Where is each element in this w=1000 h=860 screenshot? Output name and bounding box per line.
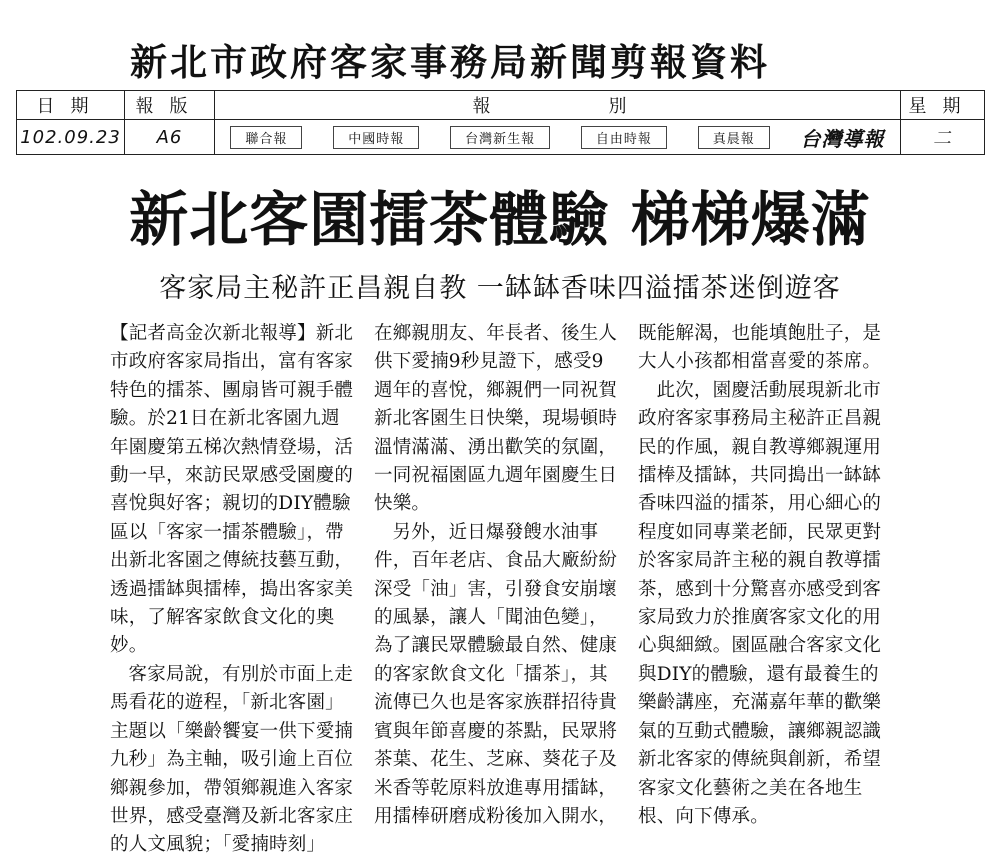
paragraph: 此次，園慶活動展現新北市政府客家事務局主秘許正昌親民的作風，親自教導鄉親運用擂棒及擂缽，共同搗出一缽缽香味四溢的擂茶，用心細心的程度如同專業老師，民眾更對於客家局許主秘的親自教導擂茶，感到十分驚喜亦感受到客家局致力於推廣客家文化的用心與細緻。園區融合客家文化與DIY的體驗，還有最養生的樂齡講座，充滿嘉年華的歡樂氣的互動式體驗，讓鄉親認識新北客家的傳統與創新，希望客家文化藝術之美在各地生根、向下傳承。 — [638, 379, 882, 827]
paper-option: 聯合報 — [230, 126, 302, 149]
paper-list-cell — [215, 120, 901, 155]
paragraph: 【記者高金次新北報導】新北市政府客家局指出，富有客家特色的擂茶、團扇皆可親手體驗。於21日在新北客園九週年園慶第五梯次熱情登場，活動一早，來訪民眾感受園慶的喜悅與好客；親切的DIY體驗區以「客家一擂茶體驗」，帶出新北客園之傳統技藝互動，透過擂缽與擂棒，搗出客家美味，了解客家飲食文化的奧妙。 — [110, 323, 354, 657]
paragraph: 既能解渴，也能填飽肚子，是大人小孩都相當喜愛的茶席。 — [638, 323, 882, 373]
selected-paper: 台灣導報 — [800, 126, 885, 151]
edition-header: 報版 — [125, 91, 215, 120]
page-title: 新北市政府客家事務局新聞剪報資料 — [130, 40, 770, 84]
article-column-1 — [110, 320, 354, 860]
weekday-header: 星期 — [901, 91, 985, 120]
paragraph: 客家局說，有別於市面上走馬看花的遊程，「新北客園」主題以「樂齡饗宴一供下愛揇九秒」為主軸，吸引逾上百位鄉親參加，帶領鄉親進入客家世界，感受臺灣及新北客家庄的人文風貌；「愛揇時刻」 — [110, 663, 354, 856]
article-headline: 新北客園擂茶體驗 梯梯爆滿 — [129, 185, 871, 254]
paragraph: 另外，近日爆發餿水油事件，百年老店、食品大廠紛紛深受「油」害，引發食安崩壞的風暴，讓人「聞油色變」，為了讓民眾體驗最自然、健康的客家飲食文化「擂茶」，其流傳已久也是客家族群招待貴賓與年節喜慶的茶點，民眾將茶葉、花生、芝麻、葵花子及米香等乾原料放進專用擂缽，用擂棒研磨成粉後加入開水， — [374, 521, 618, 827]
info-header-row — [17, 91, 985, 120]
edition-value: A6 — [125, 120, 215, 155]
date-header: 日期 — [17, 91, 125, 120]
date-value: 102.09.23 — [17, 120, 125, 155]
info-value-row — [17, 120, 985, 155]
article-subhead: 客家局主秘許正昌親自教 一缽缽香味四溢擂茶迷倒遊客 — [159, 273, 841, 304]
weekday-value: 二 — [901, 120, 985, 155]
paper-option: 中國時報 — [333, 126, 419, 149]
article-column-2 — [374, 320, 618, 831]
paper-option: 台灣新生報 — [450, 126, 550, 149]
clipping-info-table — [16, 90, 985, 155]
paper-option: 真晨報 — [698, 126, 770, 149]
paper-list — [215, 123, 900, 152]
article-column-3 — [638, 320, 882, 831]
paragraph: 在鄉親朋友、年長者、後生人供下愛揇9秒見證下，感受9週年的喜悅，鄉親們一同祝賀新北客園生日快樂，現場頓時溫情滿滿、湧出歡笑的氛圍，一同祝福園區九週年園慶生日快樂。 — [374, 323, 618, 515]
paper-header: 報 別 — [215, 91, 901, 120]
paper-option: 自由時報 — [581, 126, 667, 149]
